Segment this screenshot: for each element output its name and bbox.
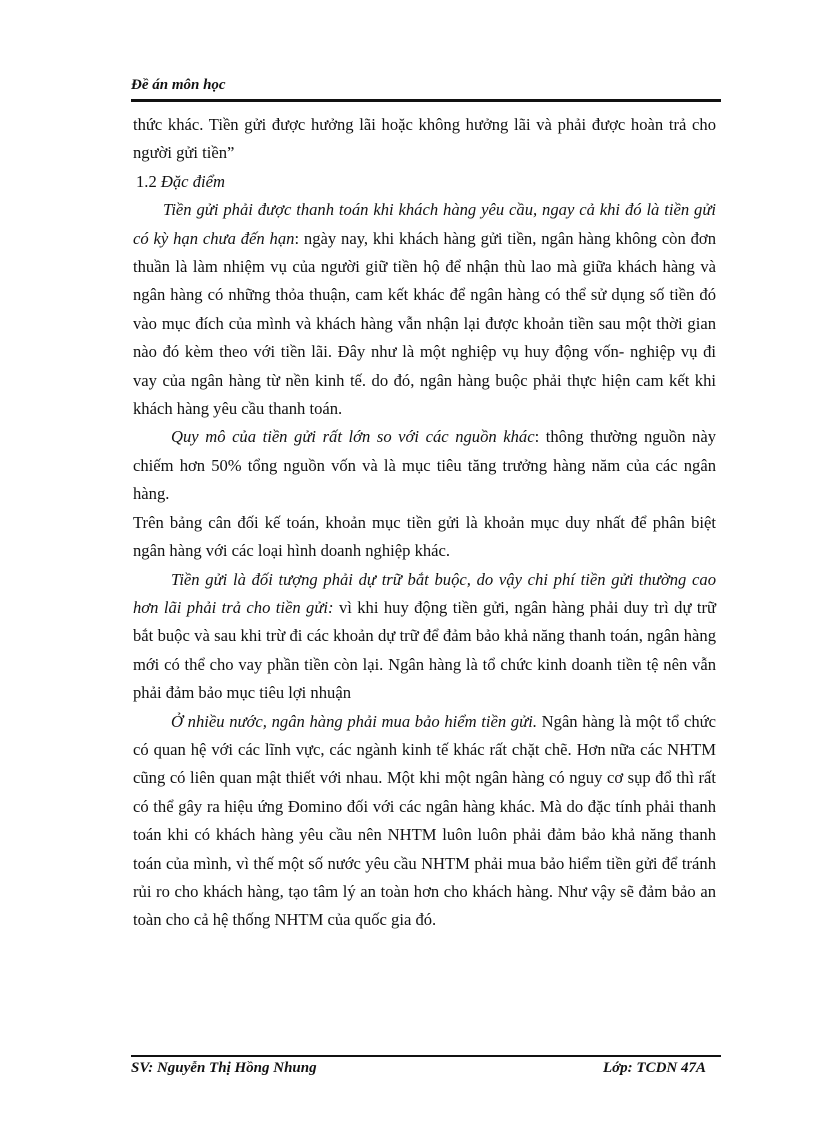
paragraph-deposit-insurance	[133, 708, 716, 935]
paragraph-deposit-scale	[133, 423, 716, 508]
page-footer	[131, 1060, 706, 1077]
paragraph-continuation: thức khác. Tiền gửi được hưởng lãi hoặc không hưởng lãi và phải được hoàn trả cho người gửi tiền”	[133, 115, 716, 163]
body-text: vì khi huy động tiền gửi, ngân hàng phải duy trì dự trữ bắt buộc và sau khi trừ đi các khoản dự trữ để đảm bảo khả năng thanh toán, ngân hàng mới có thể cho vay phần tiền còn lại. Ngân hàng là tổ chức kinh doanh tiền tệ nên vẫn phải đảm bảo mục tiêu lợi nhuận	[133, 597, 716, 703]
emphasis-text: Quy mô của tiền gửi rất lớn so với các nguồn khác	[171, 427, 535, 447]
section-number: 1.2	[136, 171, 157, 191]
paragraph-balance-sheet: Trên bảng cân đối kế toán, khoản mục tiền gửi là khoản mục duy nhất để phân biệt ngân hàng với các loại hình doanh nghiệp khác.	[133, 512, 716, 561]
page-header-title: Đề án môn học	[131, 77, 226, 93]
body-text: Ngân hàng là một tổ chức có quan hệ với các lĩnh vực, các ngành kinh tế khác rất chặt chẽ. Hơn nữa các NHTM cũng có liên quan mật thiết với nhau. Một khi một ngân hàng có nguy cơ sụp đổ thì rất có thể gây ra hiệu ứng Đomino đối với các ngân hàng khác. Mà do đặc tính phải thanh toán khi có khách hàng yêu cầu nên NHTM luôn luôn phải đảm bảo khả năng thanh toán của mình, vì thế một số nước yêu cầu NHTM phải mua bảo hiểm tiền gửi để tránh rủi ro cho khách hàng, tạo tâm lý an toàn hơn cho khách hàng. Như vậy sẽ đảm bảo an toàn cho cả hệ thống NHTM của quốc gia đó.	[133, 711, 716, 930]
document-body	[133, 111, 716, 935]
paragraph-payment-on-demand	[133, 196, 716, 423]
body-text: : thông thường nguồn này chiếm hơn 50% tổng nguồn vốn và là mục tiêu tăng trưởng hàng năm của các ngân hàng.	[133, 427, 716, 504]
section-heading	[133, 168, 716, 196]
footer-rule	[131, 1055, 721, 1057]
emphasis-text: Tiền gửi là đối tượng phải dự trữ bắt buộc, do vậy chi phí tiền gửi thường cao hơn lãi phải trả cho tiền gửi:	[133, 569, 716, 617]
emphasis-text: Tiền gửi phải được thanh toán khi khách hàng yêu cầu, ngay cả khi đó là tiền gửi có kỳ hạn chưa đến hạn	[133, 200, 716, 248]
body-text: : ngày nay, khi khách hàng gửi tiền, ngân hàng không còn đơn thuần là làm nhiệm vụ của người giữ tiền hộ để nhận thù lao mà giữa khách hàng và ngân hàng có những thỏa thuận, cam kết khác để ngân hàng có thể sử dụng số tiền đó vào mục đích của mình và khách hàng vẫn nhận lại được khoản tiền sau một thời gian nào đó kèm theo với tiền lãi. Đây như là một nghiệp vụ huy động vốn- nghiệp vụ đi vay của ngân hàng từ nền kinh tế. do đó, ngân hàng buộc phải thực hiện cam kết khi khách hàng yêu cầu thanh toán.	[133, 228, 717, 419]
paragraph-reserve-requirement	[133, 566, 716, 708]
footer-class: Lớp: TCDN 47A	[602, 1060, 706, 1076]
header-rule	[131, 99, 721, 102]
footer-student-name: SV: Nguyễn Thị Hồng Nhung	[131, 1060, 317, 1076]
section-title: Đặc điểm	[160, 171, 225, 191]
emphasis-text: Ở nhiều nước, ngân hàng phải mua bảo hiểm tiền gửi.	[171, 711, 537, 731]
